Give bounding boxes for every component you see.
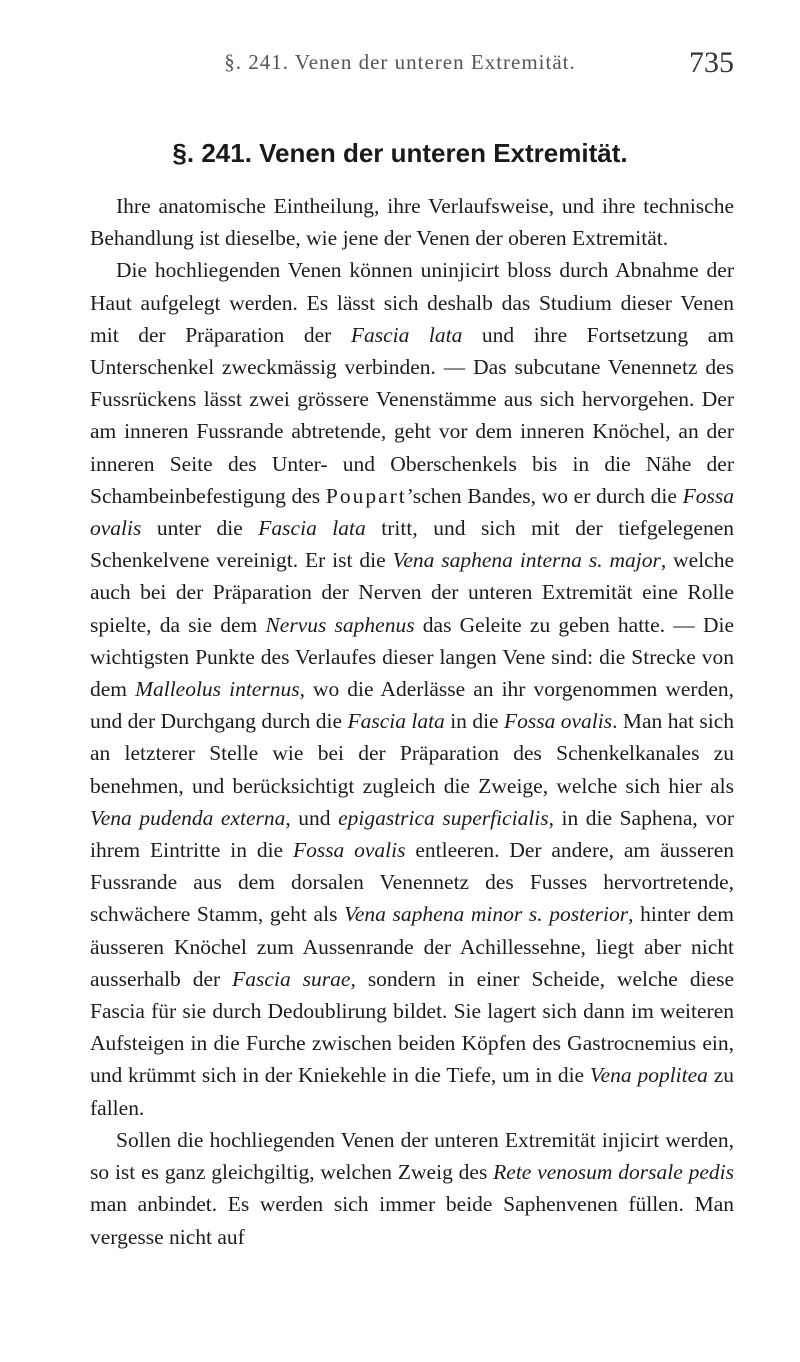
italic-term: Malleolus internus [135,677,300,702]
running-title: §. 241. Venen der unteren Extremität. [224,50,576,74]
section-heading: §. 241. Venen der unteren Extremität. [172,138,628,168]
italic-term: Nervus saphenus [265,612,415,637]
body-text [90,190,734,1253]
text-run: , sondern in einer Scheide, welche diese Fascia für sie durch Dedoublirung bildet. Sie lagert sich dann im weiteren Aufsteigen in die Furche zwischen beiden Köpfen des Gastrocnemius ein, und krümmt sich in der Kniekehle in die Tiefe, um in die [90,966,734,1088]
paragraph [90,254,734,1123]
text-run: unter die [141,516,259,541]
italic-term: Fascia lata [258,516,366,541]
italic-term: epigastrica superficialis [338,805,549,830]
text-run: und ihre Fortsetzung am Unterschenkel zweckmässig verbinden. — Das subcutane Venennetz des Fussrückens lässt zwei grössere Venenstämme aus sich hervorgehen. Der am inneren Fussrande abtretende, geht vor dem inneren Knöchel, an der inneren Seite des Unter- und Oberschenkels bis in die Nähe der Schambeinbefestigung des [90,322,734,508]
text-run: entleeren. Der andere, am äusseren Fussrande aus dem dorsalen Venennetz des Fusses hervortretende, schwächere Stamm, geht als [90,838,734,927]
text-run: , und [285,805,339,830]
text-run: in die [444,709,504,734]
paragraph [90,1124,734,1253]
text-run: Sollen die hochliegenden Venen der unteren Extremität injicirt werden, so ist es ganz gleichgiltig, welchen Zweig des [90,1127,734,1185]
text-run: , hinter dem äusseren Knöchel zum Aussenrande der Achillessehne, liegt aber nicht ausserhalb der [90,902,734,991]
italic-term: Vena poplitea [589,1063,708,1088]
italic-term: Fascia surae [232,966,351,991]
italic-term: Fascia lata [350,322,463,347]
text-run: . Man hat sich an letzterer Stelle wie bei der Präparation des Schenkelkanales zu benehmen, und berücksichtigt zugleich die Zweige, welche sich hier als [90,709,734,798]
paragraph [90,190,734,254]
text-run: man anbindet. Es werden sich immer beide Saphenvenen füllen. Man vergesse nicht auf [90,1192,734,1249]
text-run: , wo die Aderlässe an ihr vorgenommen werden, und der Durchgang durch die [90,677,734,734]
text-run: tritt, und sich mit der tiefgelegenen Schenkelvene vereinigt. Er ist die [90,516,734,573]
italic-term: Rete venosum dorsale pedis [493,1160,734,1185]
italic-term: Fossa ovalis [292,838,406,863]
italic-term: Vena saphena minor s. posterior [344,902,629,927]
text-run: , welche auch bei der Präparation der Nerven der unteren Extremität eine Rolle spielte, da sie dem [90,548,734,637]
running-header [0,46,800,86]
italic-term: Vena pudenda externa [90,805,286,830]
italic-term: Vena saphena interna s. major [392,548,661,573]
italic-term: Fascia lata [347,709,445,734]
page-number: 735 [689,46,734,79]
text-run: das Geleite zu geben hatte. — Die wichtigsten Punkte des Verlaufes dieser langen Vene sind: die Strecke von dem [90,612,734,702]
text-run: Ihre anatomische Eintheilung, ihre Verlaufsweise, und ihre technische Behandlung ist dieselbe, wie jene der Venen der oberen Extremität. [90,194,734,251]
text-run: Die hochliegenden Venen können uninjicirt bloss durch Abnahme der Haut aufgelegt werden. Es lässt sich deshalb das Studium dieser Venen mit der Präparation der [90,258,734,347]
text-run: zu fallen. [90,1063,734,1120]
text-run: , in die Saphena, vor ihrem Eintritte in die [90,805,734,863]
text-run: ’schen Bandes, wo er durch die [406,483,683,508]
italic-term: Fossa ovalis [504,709,613,734]
spaced-name: Poupart [325,483,407,508]
italic-term: Fossa ovalis [90,483,734,541]
